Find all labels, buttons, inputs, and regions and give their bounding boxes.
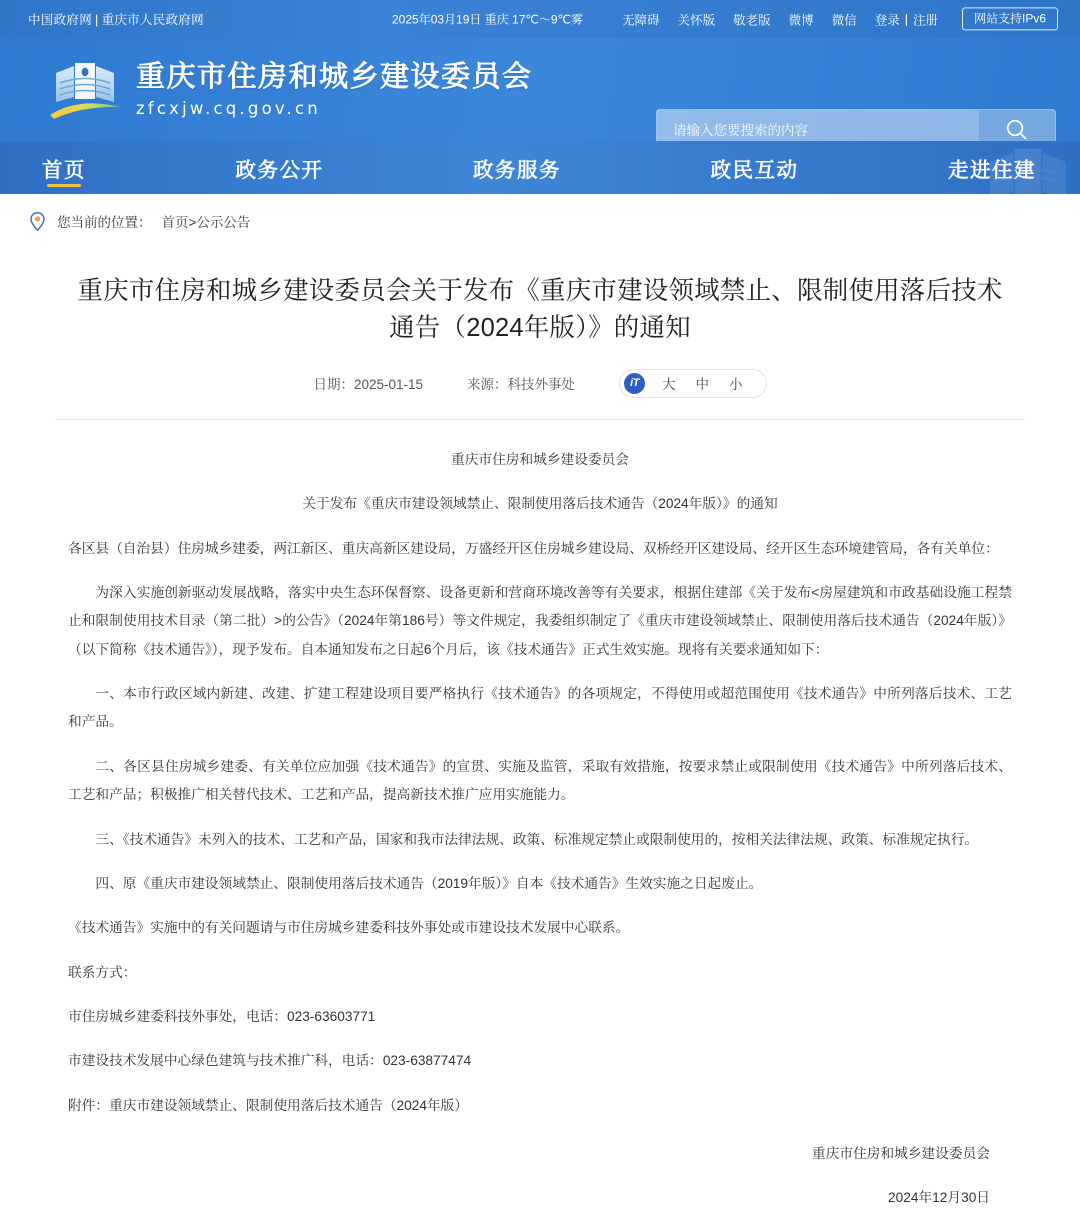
spacer-12 (68, 1079, 1012, 1092)
logo-text-block (136, 61, 533, 118)
main-navigation (0, 141, 1080, 194)
spacer-7 (68, 857, 1012, 870)
body-contact-2: 市建设技术发展中心绿色建筑与技术推广科，电话：023-63877474 (68, 1053, 472, 1069)
site-logo[interactable] (48, 57, 533, 123)
body-contact-title: 联系方式： (68, 964, 137, 980)
nav-label-home: 首页 (42, 158, 86, 182)
link-register[interactable]: 注册 (912, 13, 938, 27)
nav-item-about[interactable] (944, 141, 1040, 194)
breadcrumb (0, 194, 1080, 245)
gov-portal-links (28, 10, 204, 28)
spacer-5 (68, 740, 1012, 753)
breadcrumb-path[interactable]: 首页>公示公告 (161, 215, 251, 230)
article-meta (55, 369, 1025, 398)
building-logo-icon (48, 57, 122, 123)
site-domain: zfcxjw.cq.gov.cn (136, 99, 321, 119)
nav-item-home[interactable] (38, 141, 90, 194)
login-register-group (875, 10, 938, 28)
spacer-2 (68, 522, 1012, 535)
nav-label-government-services: 政务服务 (473, 158, 561, 182)
link-login[interactable]: 登录 (874, 13, 900, 27)
body-signature: 重庆市住房和城乡建设委员会 (812, 1146, 990, 1162)
nav-item-government-disclosure[interactable] (232, 141, 328, 194)
font-size-large[interactable]: 大 (662, 377, 676, 393)
link-care-version[interactable]: 关怀版 (677, 13, 716, 27)
spacer-9 (68, 946, 1012, 959)
body-paragraph-1: 为深入实施创新驱动发展战略，落实中央生态环保督察、设备更新和营商环境改善等有关要求，根据住建部《关于发布<房屋建筑和市政基础设施工程禁止和限制使用技术目录（第二批）>的公告》（2024年第186号）等文件规定，我委组织制定了《重庆市建设领域禁止、限制使用落后技术通告（2024年版）》（以下简称《技术通告》），现予发布。自本通知发布之日起6个月后，该《技术通告》正式生效实施。现将有关要求通知如下： (68, 585, 1012, 657)
weather-info: 2025年03月19日 重庆 17℃～9℃雾 (392, 12, 584, 27)
font-size-medium[interactable]: 中 (695, 377, 710, 393)
link-weibo[interactable]: 微博 (788, 13, 814, 27)
ipv6-badge[interactable]: 网站支持IPv6 (962, 7, 1058, 30)
font-size-small[interactable]: 小 (729, 377, 743, 393)
body-subject: 关于发布《重庆市建设领域禁止、限制使用落后技术通告（2024年版）》的通知 (302, 496, 778, 512)
body-recipients: 各区县（自治县）住房城乡建委，两江新区、重庆高新区建设局，万盛经开区住房城乡建设局、双桥经开区建设局、经开区生态环境建管局，各有关单位： (68, 540, 999, 556)
spacer-4 (68, 667, 1012, 680)
nav-item-public-interaction[interactable] (707, 141, 803, 194)
body-contact-note: 《技术通告》实施中的有关问题请与市住房城乡建委科技外事处或市建设技术发展中心联系。 (68, 920, 630, 936)
link-wechat[interactable]: 微信 (831, 13, 857, 27)
article-title: 重庆市住房和城乡建设委员会关于发布《重庆市建设领域禁止、限制使用落后技术通告（2024年版）》的通知 (77, 277, 1003, 342)
spacer-8 (68, 901, 1012, 914)
nav-label-government-disclosure: 政务公开 (235, 158, 324, 182)
spacer-1 (68, 477, 1012, 490)
font-size-control[interactable] (619, 369, 767, 398)
article-container (0, 245, 1080, 1213)
font-size-icon: iT (624, 373, 645, 394)
spacer-14 (68, 1171, 1012, 1184)
nav-items (0, 141, 1080, 194)
body-item-3: 三、《技术通告》未列入的技术、工艺和产品，国家和我市法律法规、政策、标准规定禁止或限制使用的，按相关法律法规、政策、标准规定执行。 (95, 831, 979, 847)
site-title: 重庆市住房和城乡建设委员会 (136, 60, 533, 93)
body-contact-1: 市住房城乡建委科技外事处，电话：023-63603771 (68, 1008, 376, 1024)
link-accessibility[interactable]: 无障碍 (622, 13, 660, 27)
login-divider: | (904, 12, 908, 26)
body-item-1: 一、本市行政区域内新建、改建、扩建工程建设项目要严格执行《技术通告》的各项规定，不得使用或超范围使用《技术通告》中所列落后技术、工艺和产品。 (68, 686, 1012, 730)
site-header (0, 38, 1080, 141)
spacer-3 (68, 566, 1012, 579)
breadcrumb-label: 您当前的位置： (57, 215, 152, 230)
article-body (55, 420, 1025, 1213)
location-pin-icon (30, 212, 45, 231)
body-attachment[interactable]: 附件：重庆市建设领域禁止、限制使用落后技术通告（2024年版） (68, 1097, 469, 1113)
body-item-4: 四、原《重庆市建设领域禁止、限制使用落后技术通告（2019年版）》自本《技术通告》生效实施之日起废止。 (95, 875, 763, 891)
top-utility-bar (0, 0, 1080, 38)
body-sign-date: 2024年12月30日 (888, 1190, 990, 1206)
link-elderly-version[interactable]: 敬老版 (733, 13, 771, 27)
topbar-right-links (622, 7, 1058, 30)
spacer-13 (68, 1123, 1012, 1140)
article-source: 来源：科技外事处 (467, 377, 576, 393)
spacer-6 (68, 813, 1012, 826)
spacer-10 (68, 990, 1012, 1003)
link-china-gov[interactable]: 中国政府网 (28, 13, 93, 27)
nav-item-government-services[interactable] (469, 141, 565, 194)
body-item-2: 二、各区县住房城乡建委、有关单位应加强《技术通告》的宣贯、实施及监管，采取有效措施，按要求禁止或限制使用《技术通告》中所列落后技术、工艺和产品；积极推广相关替代技术、工艺和产品，提高新技术推广应用实施能力。 (68, 758, 1012, 803)
link-chongqing-gov[interactable]: 重庆市人民政府网 (101, 13, 204, 27)
body-issuer: 重庆市住房和城乡建设委员会 (451, 451, 629, 467)
article-date: 日期：2025-01-15 (313, 377, 424, 393)
nav-active-underline (47, 184, 81, 187)
nav-label-about: 走进住建 (948, 158, 1036, 182)
gov-links-divider: | (95, 13, 99, 27)
nav-label-public-interaction: 政民互动 (710, 158, 799, 182)
spacer-11 (68, 1034, 1012, 1047)
